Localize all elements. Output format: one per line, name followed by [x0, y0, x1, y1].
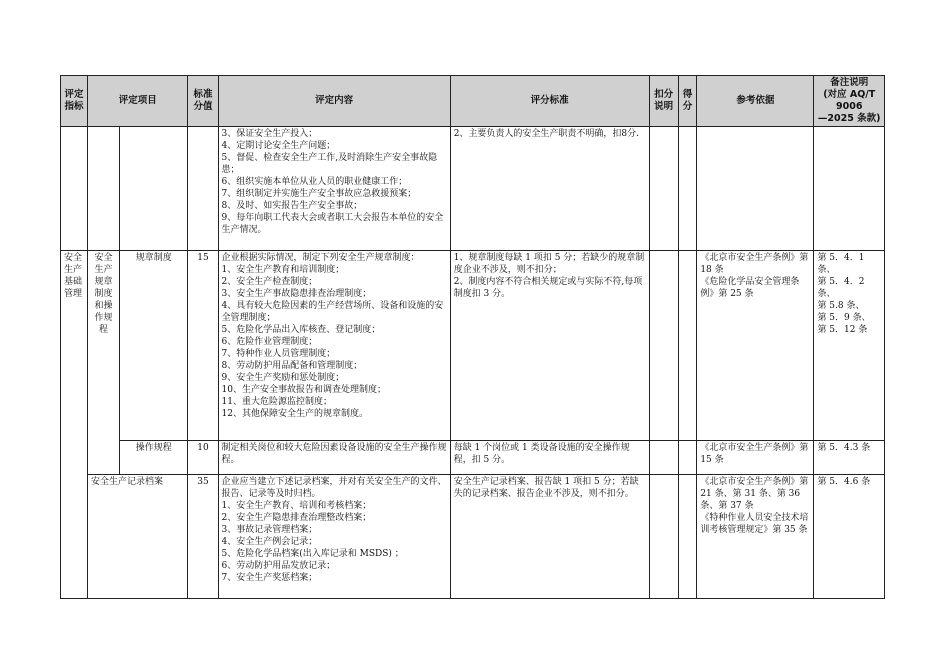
item-cell: 安全生产记录档案 — [87, 475, 188, 599]
deduct-note-cell — [649, 127, 678, 251]
item-cell: 规章制度 — [120, 251, 188, 441]
criteria-cell: 每缺 1 个岗位或 1 类设备设施的安全操作规程，扣 5 分。 — [450, 441, 649, 475]
criteria-cell: 2、主要负责人的安全生产职责不明确，扣8分. — [450, 127, 649, 251]
got-score-cell — [678, 127, 697, 251]
header-criteria: 评分标准 — [450, 76, 649, 127]
remark-cell: 第 5．4．1 条、 第 5．4．2 条、 第 5.8 条、 第 5．9 条、 第 5．12 条 — [814, 251, 885, 441]
criteria-cell: 安全生产记录档案、报告缺 1 项扣 5 分；若缺失的记录档案、报告企业不涉及，则不扣分。 — [450, 475, 649, 599]
indicator-cell-empty — [61, 127, 88, 251]
score-cell: 35 — [188, 475, 218, 599]
got-score-cell — [678, 441, 697, 475]
table-row — [61, 475, 885, 599]
remark-cell — [814, 127, 885, 251]
got-score-cell — [678, 475, 697, 599]
assessment-table — [60, 75, 885, 599]
subgroup-cell: 安全生产规章制度和操作规程 — [87, 251, 119, 475]
table-row — [61, 127, 885, 251]
header-remark: 备注说明 (对应 AQ/T 9006 —2025 条款) — [814, 76, 885, 127]
deduct-note-cell — [649, 441, 678, 475]
deduct-note-cell — [649, 251, 678, 441]
table-row — [61, 251, 885, 441]
score-cell: 15 — [188, 251, 218, 441]
header-row — [61, 76, 885, 127]
header-content: 评定内容 — [218, 76, 450, 127]
deduct-note-cell — [649, 475, 678, 599]
remark-cell: 第 5．4.3 条 — [814, 441, 885, 475]
header-score: 标准分值 — [188, 76, 218, 127]
header-deduct-note: 扣分说明 — [649, 76, 678, 127]
basis-cell — [697, 127, 814, 251]
header-basis: 参考依据 — [697, 76, 814, 127]
score-cell-empty — [188, 127, 218, 251]
content-cell: 制定相关岗位和较大危险因素设备设施的安全生产操作规程。 — [218, 441, 450, 475]
item-cell-empty — [120, 127, 188, 251]
criteria-cell: 1、规章制度每缺 1 项扣 5 分；若缺少的规章制度企业不涉及，则不扣分； 2、制度内容不符合相关规定或与实际不符,每项制度扣 3 分。 — [450, 251, 649, 441]
content-cell: 3、保证安全生产投入； 4、定期讨论安全生产问题； 5、督促、检查安全生产工作,及时消除生产安全事故隐患； 6、组织实施本单位从业人员的职业健康工作； 7、组织制定并实施生产安全事故应急救援预案； 8、及时、如实报告生产安全事故； 9、每年向职工代表大会或者职工大会报告本单位的安全生产情况。 — [218, 127, 450, 251]
got-score-cell — [678, 251, 697, 441]
header-indicator: 评定指标 — [61, 76, 88, 127]
remark-cell: 第 5．4.6 条 — [814, 475, 885, 599]
content-cell: 企业根据实际情况，制定下列安全生产规章制度： 1、安全生产教育和培训制度； 2、安全生产检查制度； 3、安全生产事故隐患排查治理制度； 4、具有较大危险因素的生产经营场所、设备和设施的安全管理制度； 5、危险化学品出入库核查、登记制度； 6、危险作业管理制度； 7、特种作业人员管理制度； 8、劳动防护用品配备和管理制度； 9、安全生产奖励和惩处制度； 10、生产安全事故报告和调查处理制度； 11、重大危险源监控制度； 12、其他保障安全生产的规章制度。 — [218, 251, 450, 441]
header-got-score: 得分 — [678, 76, 697, 127]
basis-cell: 《北京市安全生产条例》第 21 条、第 31 条、第 36 条、第 37 条 《特种作业人员安全技术培训考核管理规定》第 35 条 — [697, 475, 814, 599]
item-cell: 操作规程 — [120, 441, 188, 475]
basis-cell: 《北京市安全生产条例》第 15 条 — [697, 441, 814, 475]
table-row — [61, 441, 885, 475]
score-cell: 10 — [188, 441, 218, 475]
subgroup-cell-empty — [87, 127, 119, 251]
header-item: 评定项目 — [87, 76, 188, 127]
content-cell: 企业应当建立下述记录档案，并对有关安全生产的文件、报告、记录等及时归档。 1、安全生产教育、培训和考核档案； 2、安全生产隐患排查治理整改档案； 3、事故记录管理档案； 4、安全生产例会记录； 5、危险化学品档案(出入库记录和 MSDS) ； 6、劳动防护用品发放记录； 7、安全生产奖惩档案； — [218, 475, 450, 599]
indicator-cell: 安全生产基础管理 — [61, 251, 88, 599]
basis-cell: 《北京市安全生产条例》第 18 条 《危险化学品安全管理条例》第 25 条 — [697, 251, 814, 441]
